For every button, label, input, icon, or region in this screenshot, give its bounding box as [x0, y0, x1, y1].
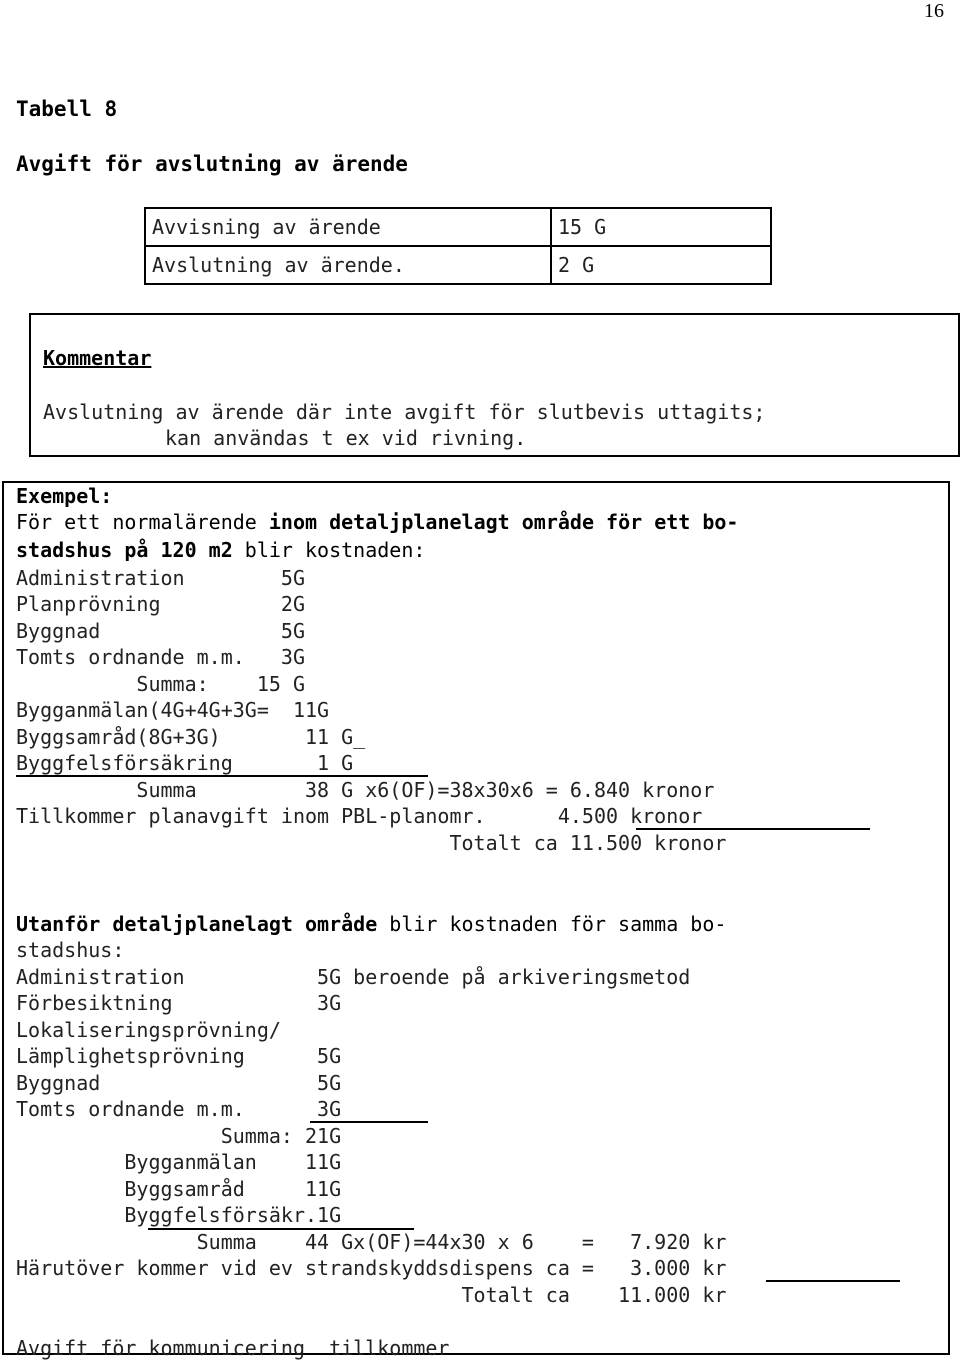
sum-line: Summa 44 Gx(OF)=44x30 x 6 = 7.920 kr	[16, 1230, 727, 1254]
example-heading: Exempel:	[16, 484, 113, 508]
cost-line: Administration 5G	[16, 566, 305, 590]
intro-text: För ett normalärende	[16, 510, 269, 534]
sum-line: Summa 38 G x6(OF)=38x30x6 = 6.840 kronor	[16, 778, 715, 802]
intro-emphasis: Utanför detaljplanelagt område	[16, 912, 378, 936]
total-line: Totalt ca 11.000 kr	[16, 1283, 727, 1307]
table-row	[145, 208, 771, 246]
cost-line: Byggsamråd(8G+3G) 11 G_	[16, 725, 366, 749]
example-intro	[16, 509, 738, 535]
fee-table	[144, 207, 772, 285]
intro-text: blir kostnaden för samma bo-	[377, 912, 727, 936]
outside-intro: stadshus:	[16, 938, 125, 962]
table-title: Tabell 8	[16, 97, 118, 121]
cost-line: Härutöver kommer vid ev strandskyddsdispens ca = 3.000 kr	[16, 1256, 727, 1280]
cost-line: Tomts ordnande m.m. 3G	[16, 1097, 342, 1121]
intro-emphasis: stadshus på 120 m2	[16, 538, 233, 562]
cost-line: Lämplighetsprövning 5G	[16, 1044, 342, 1068]
fee-label: Avslutning av ärende.	[145, 246, 551, 284]
table-row	[145, 246, 771, 284]
cost-line: Administration 5G beroende på arkiveringsmetod	[16, 965, 691, 989]
cost-line: Bygganmälan 11G	[16, 1150, 342, 1174]
fee-value: 2 G	[551, 246, 771, 284]
cost-line: Byggnad 5G	[16, 1071, 342, 1095]
cost-line: Byggnad 5G	[16, 619, 305, 643]
section-title: Avgift för avslutning av ärende	[16, 152, 408, 176]
intro-emphasis: inom detaljplanelagt område för ett bo-	[268, 510, 739, 534]
example-intro	[16, 537, 425, 563]
comment-line: kan användas t ex vid rivning.	[165, 426, 527, 450]
outside-intro	[16, 911, 726, 937]
comment-heading: Kommentar	[43, 346, 152, 370]
cost-line: Tomts ordnande m.m. 3G	[16, 645, 305, 669]
cost-line: Bygganmälan(4G+4G+3G= 11G	[16, 698, 330, 722]
comment-line: Avslutning av ärende där inte avgift för slutbevis uttagits;	[43, 400, 766, 424]
sum-line: Summa: 21G	[16, 1124, 342, 1148]
cost-line: Tillkommer planavgift inom PBL-planomr. 4.500 kronor	[16, 804, 703, 828]
footer-note: Avgift för kommunicering tillkommer	[16, 1336, 450, 1360]
cost-line: Förbesiktning 3G	[16, 991, 342, 1015]
cost-line: Lokaliseringsprövning/	[16, 1018, 281, 1042]
cost-line: Planprövning 2G	[16, 592, 305, 616]
cost-line: Byggfelsförsäkring 1 G	[16, 751, 354, 775]
cost-line: Byggfelsförsäkr.1G	[16, 1203, 342, 1227]
intro-text: blir kostnaden:	[232, 538, 426, 562]
divider	[766, 1280, 900, 1282]
sum-line: Summa: 15 G	[16, 672, 305, 696]
total-line: Totalt ca 11.500 kronor	[16, 831, 727, 855]
fee-value: 15 G	[551, 208, 771, 246]
cost-line: Byggsamråd 11G	[16, 1177, 342, 1201]
fee-label: Avvisning av ärende	[145, 208, 551, 246]
page-number: 16	[924, 0, 944, 22]
